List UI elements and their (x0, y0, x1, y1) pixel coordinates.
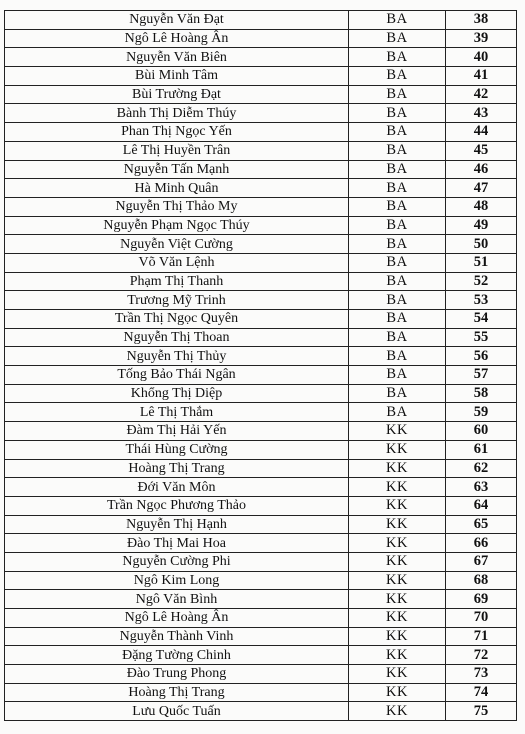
name-cell: Ngô Lê Hoàng Ân (5, 29, 349, 48)
number-cell: 49 (446, 216, 517, 235)
number-cell: 45 (446, 141, 517, 160)
number-cell: 56 (446, 347, 517, 366)
roster-table (4, 10, 517, 721)
number-cell: 48 (446, 197, 517, 216)
name-cell: Ngô Kim Long (5, 571, 349, 590)
group-cell: BA (349, 104, 446, 123)
table-row (5, 534, 517, 553)
number-cell: 57 (446, 366, 517, 385)
number-cell: 61 (446, 440, 517, 459)
group-cell: BA (349, 85, 446, 104)
number-cell: 46 (446, 160, 517, 179)
name-cell: Đặng Tường Chinh (5, 646, 349, 665)
number-cell: 41 (446, 67, 517, 86)
group-cell: BA (349, 11, 446, 30)
name-cell: Khổng Thị Diệp (5, 384, 349, 403)
group-cell: KK (349, 478, 446, 497)
group-cell: BA (349, 29, 446, 48)
number-cell: 71 (446, 627, 517, 646)
table-row (5, 179, 517, 198)
table-row (5, 48, 517, 67)
number-cell: 64 (446, 496, 517, 515)
number-cell: 47 (446, 179, 517, 198)
group-cell: KK (349, 496, 446, 515)
table-row (5, 272, 517, 291)
table-row (5, 459, 517, 478)
group-cell: KK (349, 459, 446, 478)
number-cell: 68 (446, 571, 517, 590)
name-cell: Hoàng Thị Trang (5, 683, 349, 702)
table-row (5, 141, 517, 160)
group-cell: KK (349, 422, 446, 441)
name-cell: Nguyễn Thị Thảo My (5, 197, 349, 216)
number-cell: 43 (446, 104, 517, 123)
table-row (5, 104, 517, 123)
group-cell: BA (349, 235, 446, 254)
group-cell: KK (349, 590, 446, 609)
name-cell: Hoàng Thị Trang (5, 459, 349, 478)
name-cell: Lê Thị Thắm (5, 403, 349, 422)
table-row (5, 590, 517, 609)
name-cell: Lê Thị Huyền Trân (5, 141, 349, 160)
table-row (5, 310, 517, 329)
table-row (5, 702, 517, 721)
group-cell: KK (349, 571, 446, 590)
group-cell: KK (349, 440, 446, 459)
name-cell: Nguyễn Tấn Mạnh (5, 160, 349, 179)
name-cell: Lưu Quốc Tuấn (5, 702, 349, 721)
number-cell: 60 (446, 422, 517, 441)
group-cell: KK (349, 683, 446, 702)
group-cell: BA (349, 67, 446, 86)
number-cell: 40 (446, 48, 517, 67)
name-cell: Nguyễn Thị Hạnh (5, 515, 349, 534)
name-cell: Hà Minh Quân (5, 179, 349, 198)
table-row (5, 440, 517, 459)
table-row (5, 123, 517, 142)
number-cell: 44 (446, 123, 517, 142)
group-cell: BA (349, 310, 446, 329)
group-cell: BA (349, 179, 446, 198)
number-cell: 74 (446, 683, 517, 702)
number-cell: 70 (446, 609, 517, 628)
number-cell: 69 (446, 590, 517, 609)
group-cell: KK (349, 646, 446, 665)
name-cell: Nguyễn Thị Thủy (5, 347, 349, 366)
table-row (5, 216, 517, 235)
name-cell: Tống Bảo Thái Ngân (5, 366, 349, 385)
table-row (5, 515, 517, 534)
table-row (5, 478, 517, 497)
name-cell: Nguyễn Phạm Ngọc Thúy (5, 216, 349, 235)
number-cell: 55 (446, 328, 517, 347)
table-row (5, 253, 517, 272)
name-cell: Bành Thị Diễm Thúy (5, 104, 349, 123)
number-cell: 72 (446, 646, 517, 665)
group-cell: BA (349, 328, 446, 347)
name-cell: Võ Văn Lệnh (5, 253, 349, 272)
name-cell: Bùi Trường Đạt (5, 85, 349, 104)
name-cell: Ngô Lê Hoàng Ân (5, 609, 349, 628)
table-row (5, 347, 517, 366)
table-row (5, 496, 517, 515)
name-cell: Nguyễn Cường Phi (5, 552, 349, 571)
number-cell: 42 (446, 85, 517, 104)
group-cell: BA (349, 141, 446, 160)
number-cell: 52 (446, 272, 517, 291)
name-cell: Trần Ngọc Phương Thảo (5, 496, 349, 515)
name-cell: Nguyễn Thành Vinh (5, 627, 349, 646)
group-cell: BA (349, 48, 446, 67)
table-row (5, 11, 517, 30)
name-cell: Nguyễn Văn Biên (5, 48, 349, 67)
table-row (5, 627, 517, 646)
table-row (5, 609, 517, 628)
group-cell: KK (349, 627, 446, 646)
table-row (5, 422, 517, 441)
table-row (5, 85, 517, 104)
name-cell: Phan Thị Ngọc Yến (5, 123, 349, 142)
table-row (5, 552, 517, 571)
table-row (5, 403, 517, 422)
table-row (5, 235, 517, 254)
table-row (5, 328, 517, 347)
number-cell: 50 (446, 235, 517, 254)
table-row (5, 366, 517, 385)
group-cell: BA (349, 123, 446, 142)
name-cell: Đào Thị Mai Hoa (5, 534, 349, 553)
table-row (5, 197, 517, 216)
group-cell: BA (349, 291, 446, 310)
table-row (5, 291, 517, 310)
group-cell: BA (349, 403, 446, 422)
group-cell: BA (349, 253, 446, 272)
group-cell: BA (349, 197, 446, 216)
number-cell: 65 (446, 515, 517, 534)
table-row (5, 665, 517, 684)
name-cell: Nguyễn Việt Cường (5, 235, 349, 254)
table-row (5, 160, 517, 179)
number-cell: 62 (446, 459, 517, 478)
group-cell: KK (349, 534, 446, 553)
name-cell: Ngô Văn Bình (5, 590, 349, 609)
number-cell: 59 (446, 403, 517, 422)
group-cell: BA (349, 272, 446, 291)
group-cell: BA (349, 347, 446, 366)
number-cell: 67 (446, 552, 517, 571)
number-cell: 66 (446, 534, 517, 553)
name-cell: Thái Hùng Cường (5, 440, 349, 459)
group-cell: BA (349, 216, 446, 235)
name-cell: Đàm Thị Hải Yến (5, 422, 349, 441)
roster-table-body (5, 11, 517, 721)
number-cell: 51 (446, 253, 517, 272)
name-cell: Trương Mỹ Trinh (5, 291, 349, 310)
group-cell: KK (349, 702, 446, 721)
table-row (5, 571, 517, 590)
group-cell: KK (349, 609, 446, 628)
group-cell: KK (349, 552, 446, 571)
number-cell: 73 (446, 665, 517, 684)
number-cell: 75 (446, 702, 517, 721)
name-cell: Đới Văn Môn (5, 478, 349, 497)
table-row (5, 67, 517, 86)
number-cell: 54 (446, 310, 517, 329)
name-cell: Đào Trung Phong (5, 665, 349, 684)
number-cell: 63 (446, 478, 517, 497)
name-cell: Phạm Thị Thanh (5, 272, 349, 291)
name-cell: Trần Thị Ngọc Quyên (5, 310, 349, 329)
group-cell: KK (349, 515, 446, 534)
table-row (5, 29, 517, 48)
group-cell: BA (349, 160, 446, 179)
number-cell: 58 (446, 384, 517, 403)
number-cell: 38 (446, 11, 517, 30)
table-row (5, 384, 517, 403)
table-row (5, 683, 517, 702)
table-row (5, 646, 517, 665)
number-cell: 39 (446, 29, 517, 48)
name-cell: Nguyễn Văn Đạt (5, 11, 349, 30)
number-cell: 53 (446, 291, 517, 310)
name-cell: Bùi Minh Tâm (5, 67, 349, 86)
group-cell: BA (349, 366, 446, 385)
group-cell: KK (349, 665, 446, 684)
group-cell: BA (349, 384, 446, 403)
name-cell: Nguyễn Thị Thoan (5, 328, 349, 347)
